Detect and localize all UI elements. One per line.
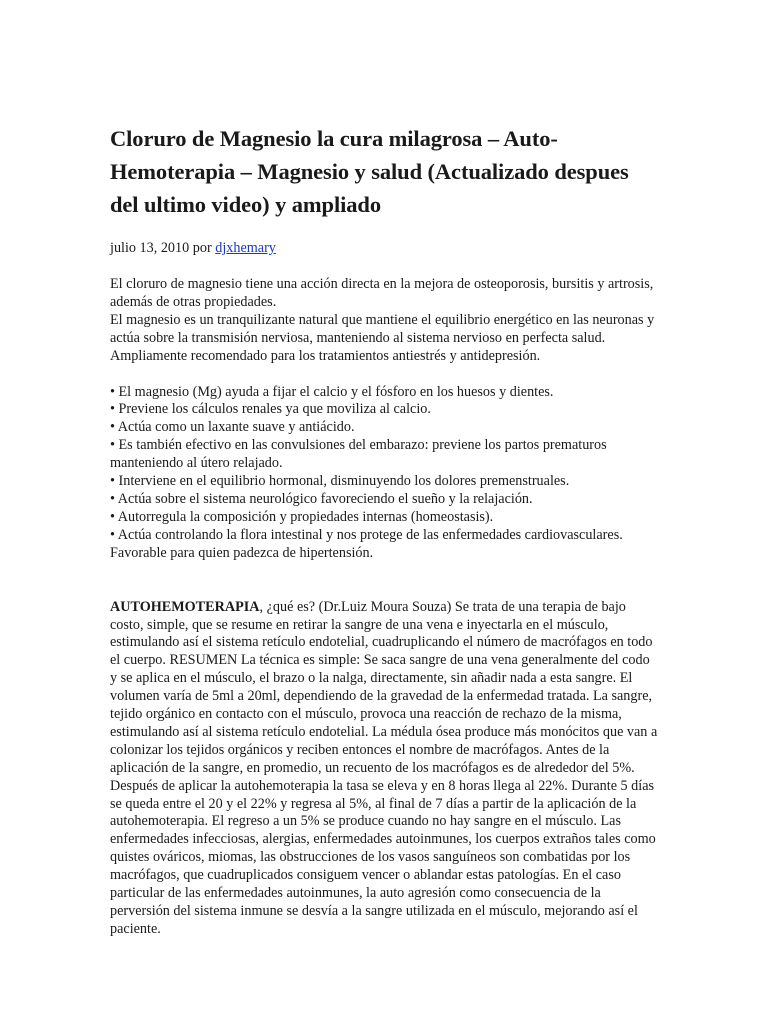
list-item: • El magnesio (Mg) ayuda a fijar el calcio y el fósforo en los huesos y dientes. — [110, 383, 554, 400]
autohemoterapia-text: , ¿qué es? (Dr.Luiz Moura Souza) Se trata de una terapia de bajo costo, simple, que se resume en retirar la sangre de una vena e inyectarla en el músculo, estimulando así el sistema retículo endotelial, cuadruplicando el número de macrófagos en todo el cuerpo. RESUMEN La técnica es simple: Se saca sangre de una vena generalmente del codo y se aplica en el músculo, el brazo o la nalga, directamente, sin añadir nada a esta sangre. El volumen varía de 5ml a 20ml, dependiendo de la gravedad de la enfermedad tratada. La sangre, tejido orgánico en contacto con el músculo, provoca una reacción de rechazo de la misma, estimulando así al sistema retículo endotelial. La médula ósea produce más monócitos que van a colonizar los tejidos orgánicos y reciben entonces el nombre de macrófagos. Antes de la aplicación de la sangre, en promedio, un recuento de los macrófagos es de alrededor del 5%. Después de aplicar la autohemoterapia la tasa se eleva y en 8 horas llega al 22%. Durante 5 días se queda entre el 20 y el 22% y regresa al 5%, al final de 7 días a partir de la aplicación de la autohemoterapia. El regreso a un 5% se produce cuando no hay sangre en el músculo. Las enfermedades infecciosas, alergias, enfermedades autoinmunes, los cuerpos extraños tales como quistes ováricos, miomas, las obstrucciones de los vasos sanguíneos son combatidas por los macrófagos, que cuadruplicados consiguem vencer o ablandar estas patologías. En el caso particular de las enfermedades autoinmunes, la auto agresión como consecuencia de la perversión del sistema inmune se desvía a la sangre utilizada en el músculo, mejorando así el paciente. — [110, 598, 658, 937]
intro-paragraph: El magnesio es un tranquilizante natural que mantiene el equilibrio energético en las neuronas y actúa sobre la transmisión nerviosa, manteniendo al sistema nervioso en perfecta salud. — [110, 311, 655, 346]
article — [110, 122, 660, 953]
intro-section — [110, 276, 660, 366]
intro-paragraph: El cloruro de magnesio tiene una acción directa en la mejora de osteoporosis, bursitis y artrosis, además de otras propiedades. — [110, 276, 654, 310]
autohemoterapia-heading: AUTOHEMOTERAPIA — [110, 598, 260, 615]
benefits-list — [110, 384, 660, 563]
list-item: • Es también efectivo en las convulsiones del embarazo: previene los partos prematuros manteniendo al útero relajado. — [110, 437, 607, 472]
intro-paragraph: Ampliamente recomendado para los tratamientos antiestrés y antidepresión. — [110, 347, 541, 364]
spacer — [110, 366, 660, 384]
by-label: por — [189, 240, 216, 256]
author-link[interactable]: djxhemary — [215, 240, 276, 256]
article-meta — [110, 239, 660, 257]
autohemoterapia-paragraph — [110, 599, 660, 939]
list-item: • Interviene en el equilibrio hormonal, disminuyendo los dolores premenstruales. — [110, 473, 570, 490]
list-item: • Actúa controlando la flora intestinal y nos protege de las enfermedades cardiovasculares. Favorable para quien padezca de hipertensión. — [110, 526, 623, 561]
list-item: • Previene los cálculos renales ya que moviliza al calcio. — [110, 401, 431, 418]
article-title: Cloruro de Magnesio la cura milagrosa – Auto-Hemoterapia – Magnesio y salud (Actualizado despues del ultimo video) y ampliado — [110, 126, 629, 217]
article-date: julio 13, 2010 — [110, 240, 190, 256]
list-item: • Actúa como un laxante suave y antiácido. — [110, 419, 355, 436]
list-item: • Actúa sobre el sistema neurológico favoreciendo el sueño y la relajación. — [110, 490, 533, 507]
list-item: • Autorregula la composición y propiedades internas (homeostasis). — [110, 508, 494, 525]
